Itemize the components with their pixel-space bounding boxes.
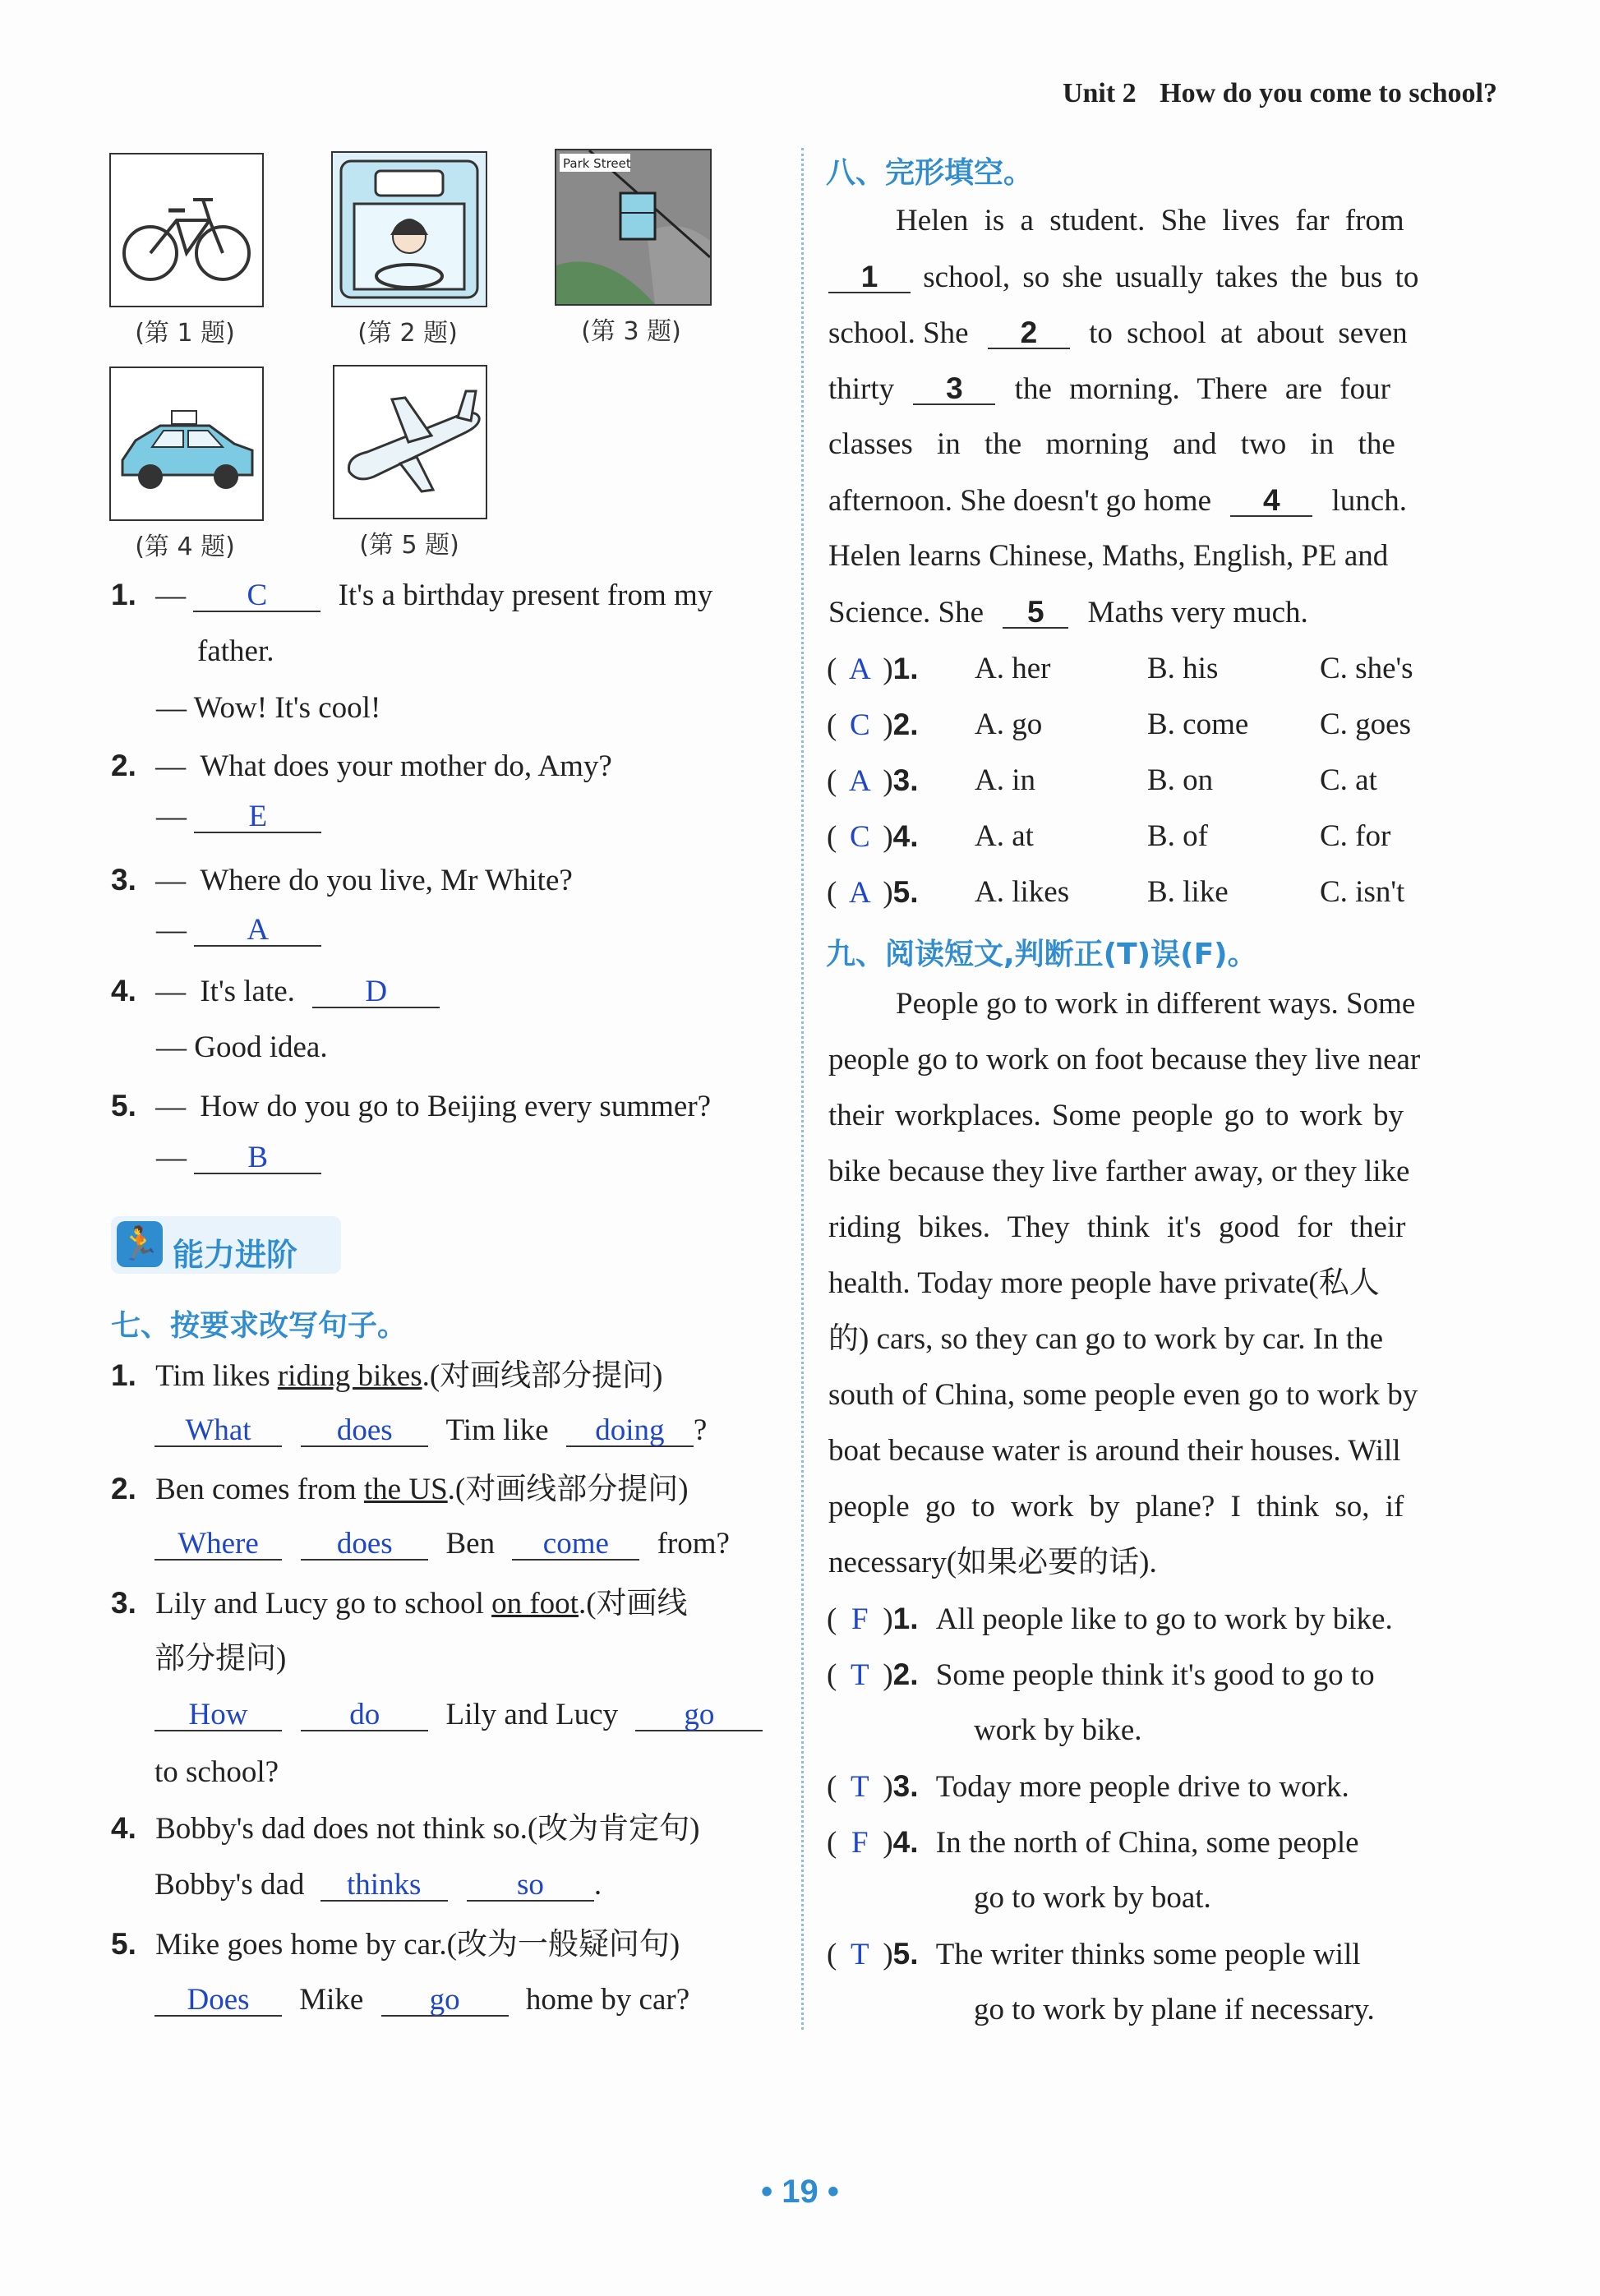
cable-car-icon [555, 149, 712, 306]
dialogue-1: 1. — C It's a birthday present from my [111, 578, 713, 612]
reading-line-3: their workplaces. Some people go to work by [828, 1099, 1404, 1132]
cloze-line-4: thirty 3 the morning. There are four [828, 371, 1390, 406]
section-7-title: 七、按要求改写句子。 [111, 1309, 408, 1343]
page-header [1046, 78, 1497, 109]
answer-blank[interactable]: E [194, 801, 321, 833]
dialogue-1-cont: father. [197, 634, 274, 668]
rewrite-q2: 2. Ben comes from the US.(对画线部分提问) [111, 1472, 689, 1506]
park-street-sign: Park Street [563, 156, 631, 171]
rewrite-q4: 4. Bobby's dad does not think so.(改为肯定句) [111, 1811, 700, 1846]
caption-q5: (第 5 题) [359, 531, 459, 560]
badge-label: 能力进阶 [173, 1237, 298, 1273]
rewrite-q5-answer: Does Mike go home by car? [154, 1985, 689, 2017]
dialogue-4-reply: — Good idea. [156, 1030, 328, 1064]
dialogue-5-answer: — B [156, 1142, 321, 1174]
rewrite-q3-end: to school? [154, 1755, 279, 1789]
answer-blank[interactable]: doing [566, 1415, 694, 1447]
dialogue-2-answer: — E [156, 801, 321, 833]
cloze-line-1: Helen is a student. She lives far from [896, 204, 1404, 237]
cloze-blank: 1 [828, 261, 911, 293]
answer-blank[interactable]: Where [154, 1528, 282, 1561]
cloze-line-2: 1 school, so she usually takes the bus to [828, 261, 1418, 293]
cloze-blank: 5 [1003, 597, 1068, 629]
answer-blank[interactable]: go [635, 1699, 763, 1731]
cloze-line-8: Science. She 5 Maths very much. [828, 595, 1308, 629]
bicycle-icon [109, 153, 264, 307]
answer-blank[interactable]: Does [154, 1985, 282, 2017]
rewrite-q3-answer: How do Lily and Lucy go [154, 1699, 763, 1731]
rewrite-q5: 5. Mike goes home by car.(改为一般疑问句) [111, 1927, 680, 1962]
tf-item-5[interactable]: ( T )5. The writer thinks some people will [827, 1937, 1361, 1971]
dialogue-1-reply: — Wow! It's cool! [156, 691, 381, 725]
answer-blank[interactable]: What [154, 1415, 282, 1447]
runner-icon: 🏃 [117, 1221, 163, 1267]
dialogue-3-answer: — A [156, 915, 321, 947]
answer-blank[interactable]: How [154, 1699, 282, 1731]
cloze-line-3: school. She 2 to school at about seven [828, 316, 1408, 350]
answer-blank[interactable]: C [193, 580, 320, 612]
section-8-title: 八、完形填空。 [826, 156, 1034, 190]
answer-blank[interactable]: come [512, 1528, 639, 1561]
plane-icon [333, 365, 487, 519]
tf-item-4-cont: go to work by boat. [974, 1881, 1211, 1915]
reading-line-10: people go to work by plane? I think so, if [828, 1490, 1404, 1524]
tf-item-1[interactable]: ( F )1. All people like to go to work by bike. [827, 1602, 1393, 1636]
answer-blank[interactable]: A [194, 915, 321, 947]
answer-blank[interactable]: D [312, 976, 440, 1008]
caption-q1: (第 1 题) [135, 319, 235, 348]
rewrite-q2-answer: Where does Ben come from? [154, 1528, 730, 1561]
answer-blank[interactable]: thinks [320, 1870, 448, 1902]
choice-row-1[interactable]: ( A )1. A. her B. his C. she's [827, 652, 1413, 686]
cloze-line-7: Helen learns Chinese, Maths, English, PE and [828, 539, 1389, 573]
reading-line-8: south of China, some people even go to work by [828, 1378, 1418, 1412]
choice-row-3[interactable]: ( A )3. A. in B. on C. at [827, 763, 1377, 798]
cloze-line-5: classes in the morning and two in the [828, 427, 1395, 461]
dialogue-3: 3. — Where do you live, Mr White? [111, 863, 573, 897]
dialogue-2: 2. — What does your mother do, Amy? [111, 749, 612, 783]
page-number: • 19 • [761, 2174, 839, 2210]
reading-line-9: boat because water is around their houses. Will [828, 1434, 1401, 1468]
caption-q3: (第 3 题) [581, 317, 681, 346]
answer-blank[interactable]: does [301, 1415, 428, 1447]
tf-item-3[interactable]: ( T )3. Today more people drive to work. [827, 1769, 1349, 1804]
unit-title: How do you come to school? [1160, 78, 1497, 108]
answer-blank[interactable]: go [381, 1985, 509, 2017]
unit-label: Unit 2 [1062, 78, 1137, 108]
choice-row-5[interactable]: ( A )5. A. likes B. like C. isn't [827, 875, 1405, 910]
reading-line-6: health. Today more people have private(私人 [828, 1266, 1380, 1300]
cloze-blank: 4 [1230, 485, 1312, 517]
column-divider [801, 148, 804, 2030]
answer-blank[interactable]: so [467, 1870, 594, 1902]
choice-row-2[interactable]: ( C )2. A. go B. come C. goes [827, 708, 1411, 742]
tf-item-2[interactable]: ( T )2. Some people think it's good to go to [827, 1657, 1375, 1692]
reading-line-7: 的) cars, so they can go to work by car. In the [828, 1322, 1384, 1356]
rewrite-q1-answer: What does Tim like doing ? [154, 1415, 707, 1447]
reading-line-11: necessary(如果必要的话). [828, 1546, 1157, 1579]
choice-row-4[interactable]: ( C )4. A. at B. of C. for [827, 819, 1391, 854]
rewrite-q3-cont: 部分提问) [154, 1642, 287, 1676]
rewrite-q4-answer: Bobby's dad thinks so . [154, 1868, 602, 1902]
answer-blank[interactable]: B [194, 1142, 321, 1174]
bus-driver-icon [331, 151, 487, 307]
rewrite-q1: 1. Tim likes riding bikes.(对画线部分提问) [111, 1358, 663, 1393]
caption-q4: (第 4 题) [135, 533, 235, 561]
cloze-blank: 2 [988, 317, 1070, 349]
section-9-title: 九、阅读短文,判断正(T)误(F)。 [826, 938, 1257, 971]
reading-line-4: bike because they live farther away, or they like [828, 1155, 1410, 1188]
answer-blank[interactable]: do [301, 1699, 428, 1731]
tf-item-4[interactable]: ( F )4. In the north of China, some people [827, 1825, 1359, 1860]
cloze-line-6: afternoon. She doesn't go home 4 lunch. [828, 483, 1407, 518]
answer-blank[interactable]: does [301, 1528, 428, 1561]
tf-item-5-cont: go to work by plane if necessary. [974, 1993, 1375, 2026]
dialogue-4: 4. — It's late. D [111, 975, 440, 1008]
tf-item-2-cont: work by bike. [974, 1713, 1142, 1747]
caption-q2: (第 2 题) [357, 319, 458, 348]
reading-line-5: riding bikes. They think it's good for their [828, 1210, 1406, 1244]
rewrite-q3: 3. Lily and Lucy go to school on foot.(对画线 [111, 1586, 688, 1621]
reading-line-2: people go to work on foot because they live near [828, 1043, 1421, 1077]
cloze-blank: 3 [913, 373, 995, 405]
reading-line-1: People go to work in different ways. Some [896, 987, 1416, 1021]
dialogue-5: 5. — How do you go to Beijing every summer? [111, 1089, 712, 1123]
taxi-icon [109, 367, 264, 521]
